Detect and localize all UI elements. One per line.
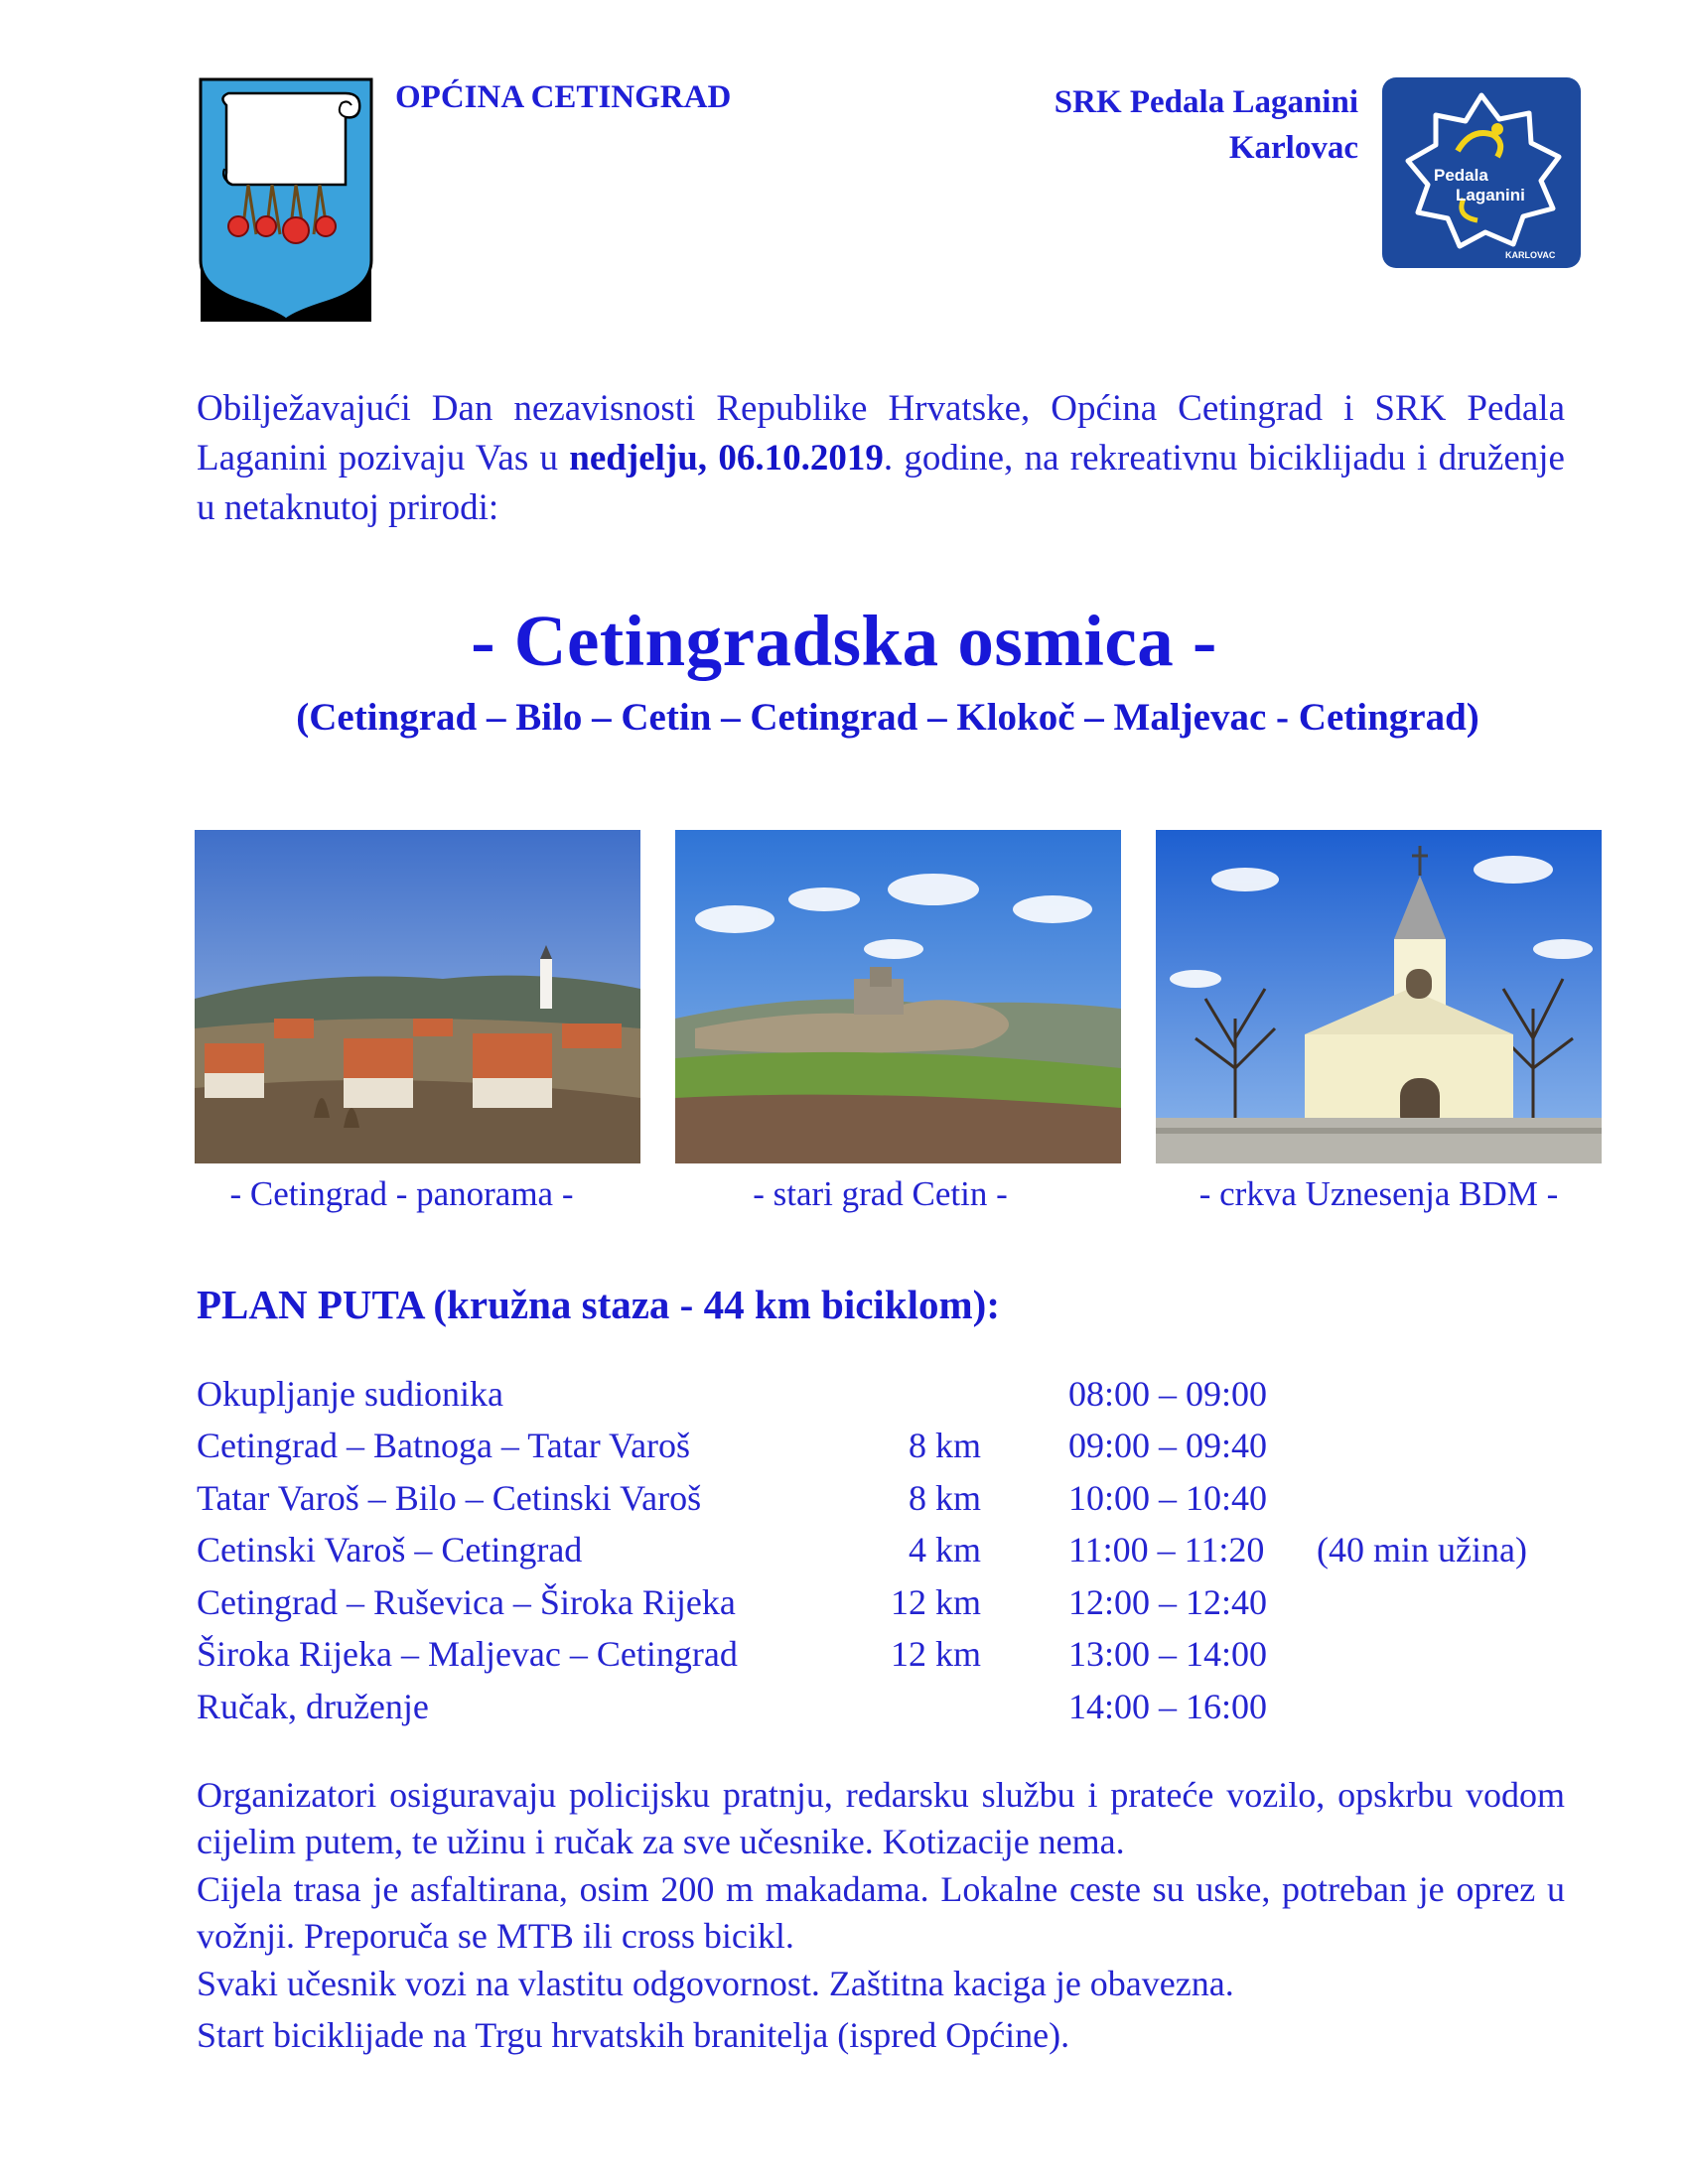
plan-route: Okupljanje sudionika (197, 1374, 503, 1414)
club-logo-text-pedala: Pedala (1434, 166, 1488, 185)
club-name-line1: SRK Pedala Laganini (1054, 84, 1358, 120)
plan-route: Široka Rijeka – Maljevac – Cetingrad (197, 1634, 738, 1674)
event-route: (Cetingrad – Bilo – Cetin – Cetingrad – Klokoč – Maljevac - Cetingrad) (296, 696, 1479, 739)
plan-title: PLAN PUTA (kružna staza - 44 km biciklom): (197, 1282, 1000, 1327)
plan-time: 10:00 – 10:40 (1068, 1478, 1268, 1518)
plan-distance: 8 km (908, 1426, 981, 1465)
plan-distance: 8 km (908, 1478, 981, 1518)
plan-route: Cetingrad – Batnoga – Tatar Varoš (197, 1426, 691, 1465)
plan-note: (40 min užina) (1317, 1530, 1527, 1570)
plan-time: 08:00 – 09:00 (1068, 1374, 1268, 1414)
event-title: - Cetingradska osmica - (471, 601, 1217, 681)
note-responsibility: Svaki učesnik vozi na vlastitu odgovornost. Zaštitna kaciga je obavezna. (197, 1964, 1234, 2003)
plan-route: Cetinski Varoš – Cetingrad (197, 1530, 583, 1570)
photo-caption-church: - crkva Uznesenja BDM - (1198, 1174, 1559, 1213)
plan-route: Cetingrad – Ruševica – Široka Rijeka (197, 1582, 736, 1622)
plan-time: 13:00 – 14:00 (1068, 1634, 1268, 1674)
plan-time: 09:00 – 09:40 (1068, 1426, 1268, 1465)
cetingrad-coat-of-arms (197, 75, 375, 322)
photo-caption-panorama: - Cetingrad - panorama - (229, 1174, 574, 1213)
municipality-name: OPĆINA CETINGRAD (395, 79, 732, 115)
club-name-line2: Karlovac (1228, 130, 1358, 166)
plan-distance: 4 km (908, 1530, 981, 1570)
photo-caption-cetin: - stari grad Cetin - (753, 1174, 1008, 1213)
plan-time: 11:00 – 11:20 (1068, 1530, 1265, 1570)
plan-distance: 12 km (890, 1582, 981, 1622)
photo-stari-grad-cetin (675, 830, 1121, 1163)
note-start-location: Start biciklijade na Trgu hrvatskih branitelja (ispred Općine). (197, 2015, 1070, 2055)
note-route-surface: Cijela trasa je asfaltirana, osim 200 m makadama. Lokalne ceste su uske, potreban je oprez u vožnji. Preporuča se MTB ili cross bicikl. (197, 1869, 1565, 1956)
intro-text-start: Obilježavajući Dan nezavisnosti Republike Hrvatske, Općina Cetingrad i SRK Pedala Laganini pozivaju Vas u (197, 388, 1565, 478)
intro-paragraph (197, 384, 1565, 533)
plan-route: Ručak, druženje (197, 1687, 429, 1726)
plan-route: Tatar Varoš – Bilo – Cetinski Varoš (197, 1478, 702, 1518)
pedala-laganini-logo (1382, 77, 1581, 268)
photo-church-bdm (1156, 830, 1602, 1163)
note-organizers: Organizatori osiguravaju policijsku pratnju, redarsku službu i prateće vozilo, opskrbu vodom cijelim putem, te užinu i ručak za sve učesnike. Kotizacije nema. (197, 1775, 1565, 1861)
club-logo-text-karlovac: KARLOVAC (1505, 250, 1556, 260)
intro-text-end: . godine, na rekreativnu biciklijadu i druženje u netaknutoj prirodi: (197, 438, 1565, 528)
plan-distance: 12 km (890, 1634, 981, 1674)
club-name (914, 79, 1358, 171)
club-logo-text-laganini: Laganini (1456, 186, 1525, 205)
event-date: nedjelju, 06.10.2019 (569, 438, 884, 478)
plan-time: 14:00 – 16:00 (1068, 1687, 1268, 1726)
photo-cetingrad-panorama (195, 830, 640, 1163)
plan-time: 12:00 – 12:40 (1068, 1582, 1268, 1622)
